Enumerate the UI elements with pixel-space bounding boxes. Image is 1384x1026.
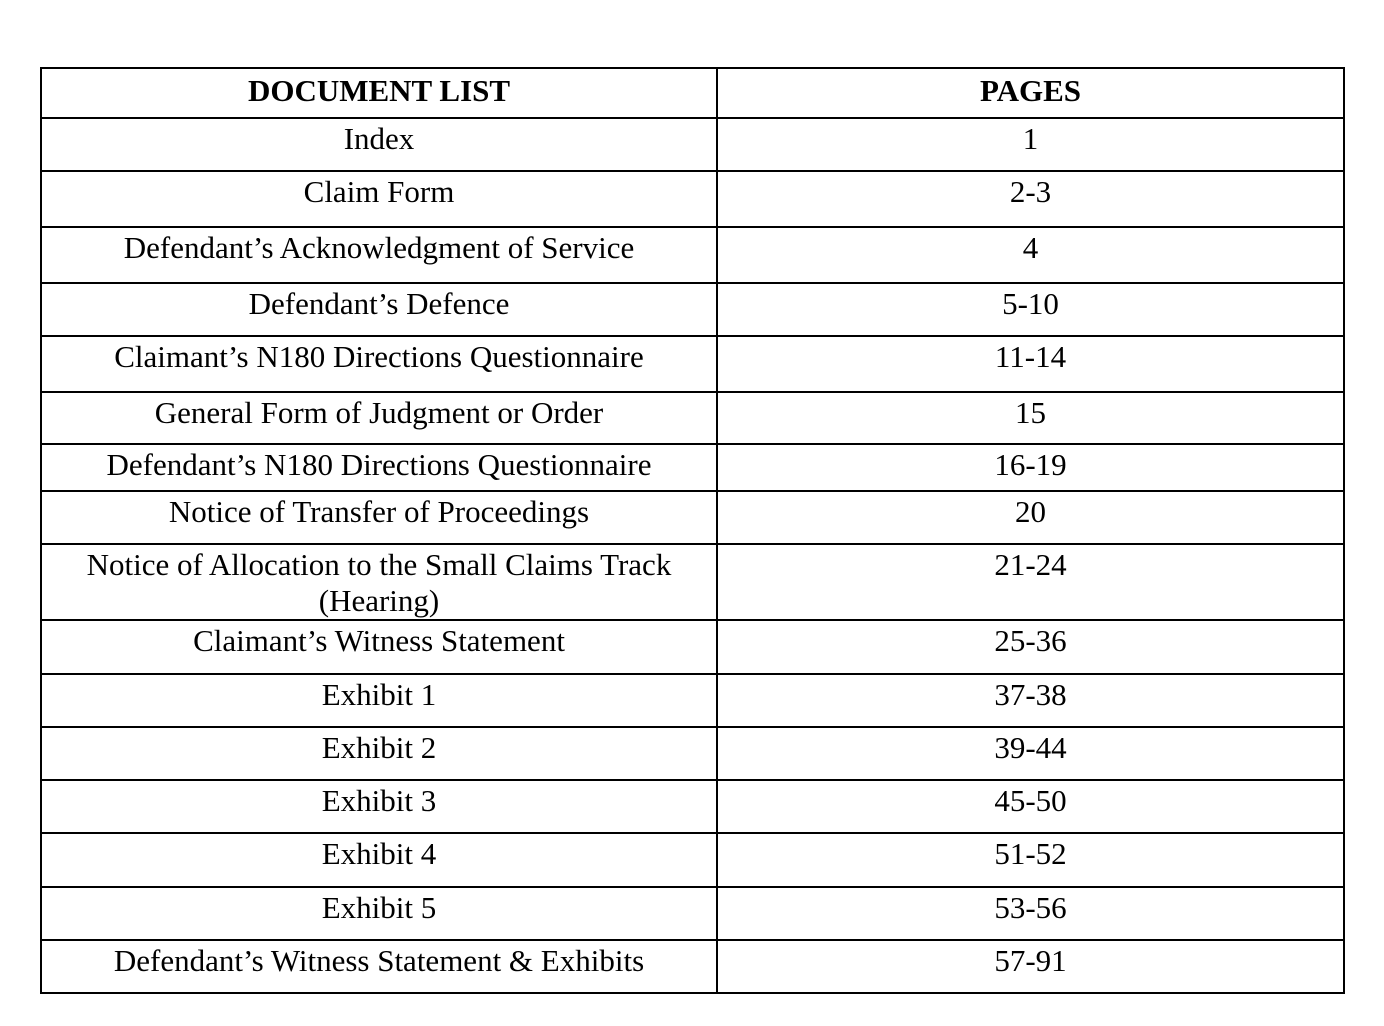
pages-cell: 37-38 bbox=[717, 674, 1344, 727]
document-cell: Defendant’s Acknowledgment of Service bbox=[41, 227, 717, 283]
table-row bbox=[41, 940, 1344, 993]
table-row bbox=[41, 227, 1344, 283]
table-row bbox=[41, 833, 1344, 887]
pages-cell: 5-10 bbox=[717, 283, 1344, 336]
pages-cell: 21-24 bbox=[717, 544, 1344, 620]
document-cell: Claim Form bbox=[41, 171, 717, 227]
document-cell: Notice of Transfer of Proceedings bbox=[41, 491, 717, 544]
document-cell: Defendant’s Witness Statement & Exhibits bbox=[41, 940, 717, 993]
document-list-table bbox=[40, 67, 1345, 994]
pages-cell: 39-44 bbox=[717, 727, 1344, 780]
document-cell: Exhibit 3 bbox=[41, 780, 717, 833]
document-cell: Claimant’s N180 Directions Questionnaire bbox=[41, 336, 717, 392]
table-row bbox=[41, 283, 1344, 336]
table-row bbox=[41, 336, 1344, 392]
table-row bbox=[41, 171, 1344, 227]
table-row bbox=[41, 118, 1344, 171]
table-row bbox=[41, 674, 1344, 727]
pages-cell: 25-36 bbox=[717, 620, 1344, 674]
document-cell: Exhibit 4 bbox=[41, 833, 717, 887]
pages-cell: 2-3 bbox=[717, 171, 1344, 227]
pages-cell: 53-56 bbox=[717, 887, 1344, 940]
pages-cell: 4 bbox=[717, 227, 1344, 283]
document-cell: Defendant’s Defence bbox=[41, 283, 717, 336]
document-cell: Exhibit 1 bbox=[41, 674, 717, 727]
document-list-header: DOCUMENT LIST bbox=[41, 68, 717, 118]
table-row bbox=[41, 444, 1344, 491]
table-row bbox=[41, 544, 1344, 620]
pages-cell: 16-19 bbox=[717, 444, 1344, 491]
table-row bbox=[41, 780, 1344, 833]
table-row bbox=[41, 887, 1344, 940]
pages-cell: 1 bbox=[717, 118, 1344, 171]
pages-cell: 20 bbox=[717, 491, 1344, 544]
document-cell: Exhibit 2 bbox=[41, 727, 717, 780]
document-cell: Index bbox=[41, 118, 717, 171]
pages-cell: 51-52 bbox=[717, 833, 1344, 887]
pages-cell: 45-50 bbox=[717, 780, 1344, 833]
document-cell: Notice of Allocation to the Small Claims Track (Hearing) bbox=[41, 544, 717, 620]
document-cell: Claimant’s Witness Statement bbox=[41, 620, 717, 674]
pages-cell: 15 bbox=[717, 392, 1344, 444]
table-row bbox=[41, 491, 1344, 544]
document-cell: General Form of Judgment or Order bbox=[41, 392, 717, 444]
table-row bbox=[41, 620, 1344, 674]
table-header-row bbox=[41, 68, 1344, 118]
pages-cell: 57-91 bbox=[717, 940, 1344, 993]
table-row bbox=[41, 727, 1344, 780]
pages-header: PAGES bbox=[717, 68, 1344, 118]
table-row bbox=[41, 392, 1344, 444]
document-cell: Defendant’s N180 Directions Questionnaire bbox=[41, 444, 717, 491]
document-cell: Exhibit 5 bbox=[41, 887, 717, 940]
pages-cell: 11-14 bbox=[717, 336, 1344, 392]
